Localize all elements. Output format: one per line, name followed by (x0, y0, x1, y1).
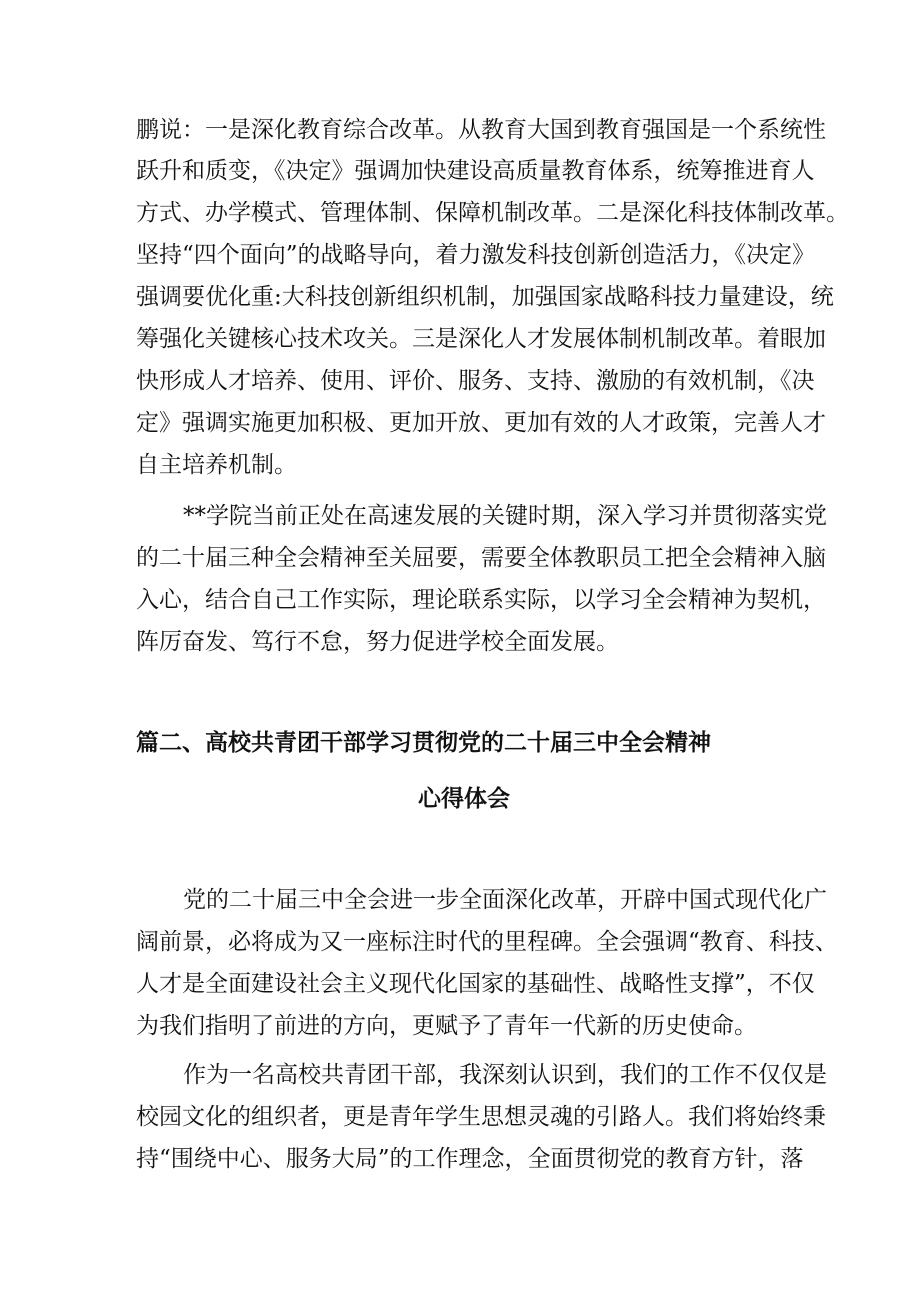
text-line: 坚持“四个面向”的战略导向，着力激发科技创新创造活力，《决定》 (136, 242, 816, 268)
text-line: 定》强调实施更加积极、更加开放、更加有效的人才政策，完善人才 (136, 410, 826, 436)
text-line: **学院当前正处在高速发展的关键时期，深入学习并贯彻落实党 (183, 503, 827, 529)
text-line: 自主培养机制。 (136, 452, 297, 478)
text-line: 校园文化的组织者，更是青年学生思想灵魂的引路人。我们将始终秉 (136, 1104, 826, 1130)
text-line: 跃升和质变，《决定》强调加快建设高质量教育体系，统筹推进育人 (136, 158, 815, 184)
text-line: 作为一名高校共青团干部，我深刻认识到，我们的工作不仅仅是 (183, 1062, 827, 1088)
text-line: 强调要优化重:大科技创新组织机制，加强国家战略科技力量建设，统 (136, 284, 834, 310)
text-line: 阔前景，必将成为又一座标注时代的里程碑。全会强调“教育、科技、 (136, 929, 838, 955)
section-heading-line-2: 心得体会 (418, 786, 510, 812)
text-line: 入心，结合自己工作实际，理论联系实际，以学习全会精神为契机， (136, 587, 826, 613)
text-line: 的二十届三种全会精神至关屈要，需要全体教职员工把全会精神入脑 (136, 545, 826, 571)
text-line: 持“围绕中心、服务大局”的工作理念，全面贯彻党的教育方针，落 (136, 1146, 804, 1172)
text-line: 鹏说：一是深化教育综合改革。从教育大国到教育强国是一个系统性 (136, 117, 826, 143)
text-line: 快形成人才培养、使用、评价、服务、支持、激励的有效机制，《决 (136, 368, 815, 394)
text-line: 为我们指明了前进的方向，更赋予了青年一代新的历史使命。 (136, 1013, 757, 1039)
text-line: 筹强化关键核心技术攻关。三是深化人才发展体制机制改革。着眼加 (136, 326, 826, 352)
text-line: 党的二十届三中全会进一步全面深化改革，开辟中国式现代化广 (183, 887, 827, 913)
text-line: 方式、办学模式、管理体制、保障机制改革。二是深化科技体制改革。 (136, 200, 849, 226)
section-heading-line-1: 篇二、高校共青团干部学习贯彻党的二十届三中全会精神 (136, 730, 711, 756)
text-line: 阵厉奋发、笃行不怠，努力促进学校全面发展。 (136, 629, 619, 655)
text-line: 人才是全面建设社会主义现代化国家的基础性、战略性支撑”，不仅 (136, 971, 815, 997)
